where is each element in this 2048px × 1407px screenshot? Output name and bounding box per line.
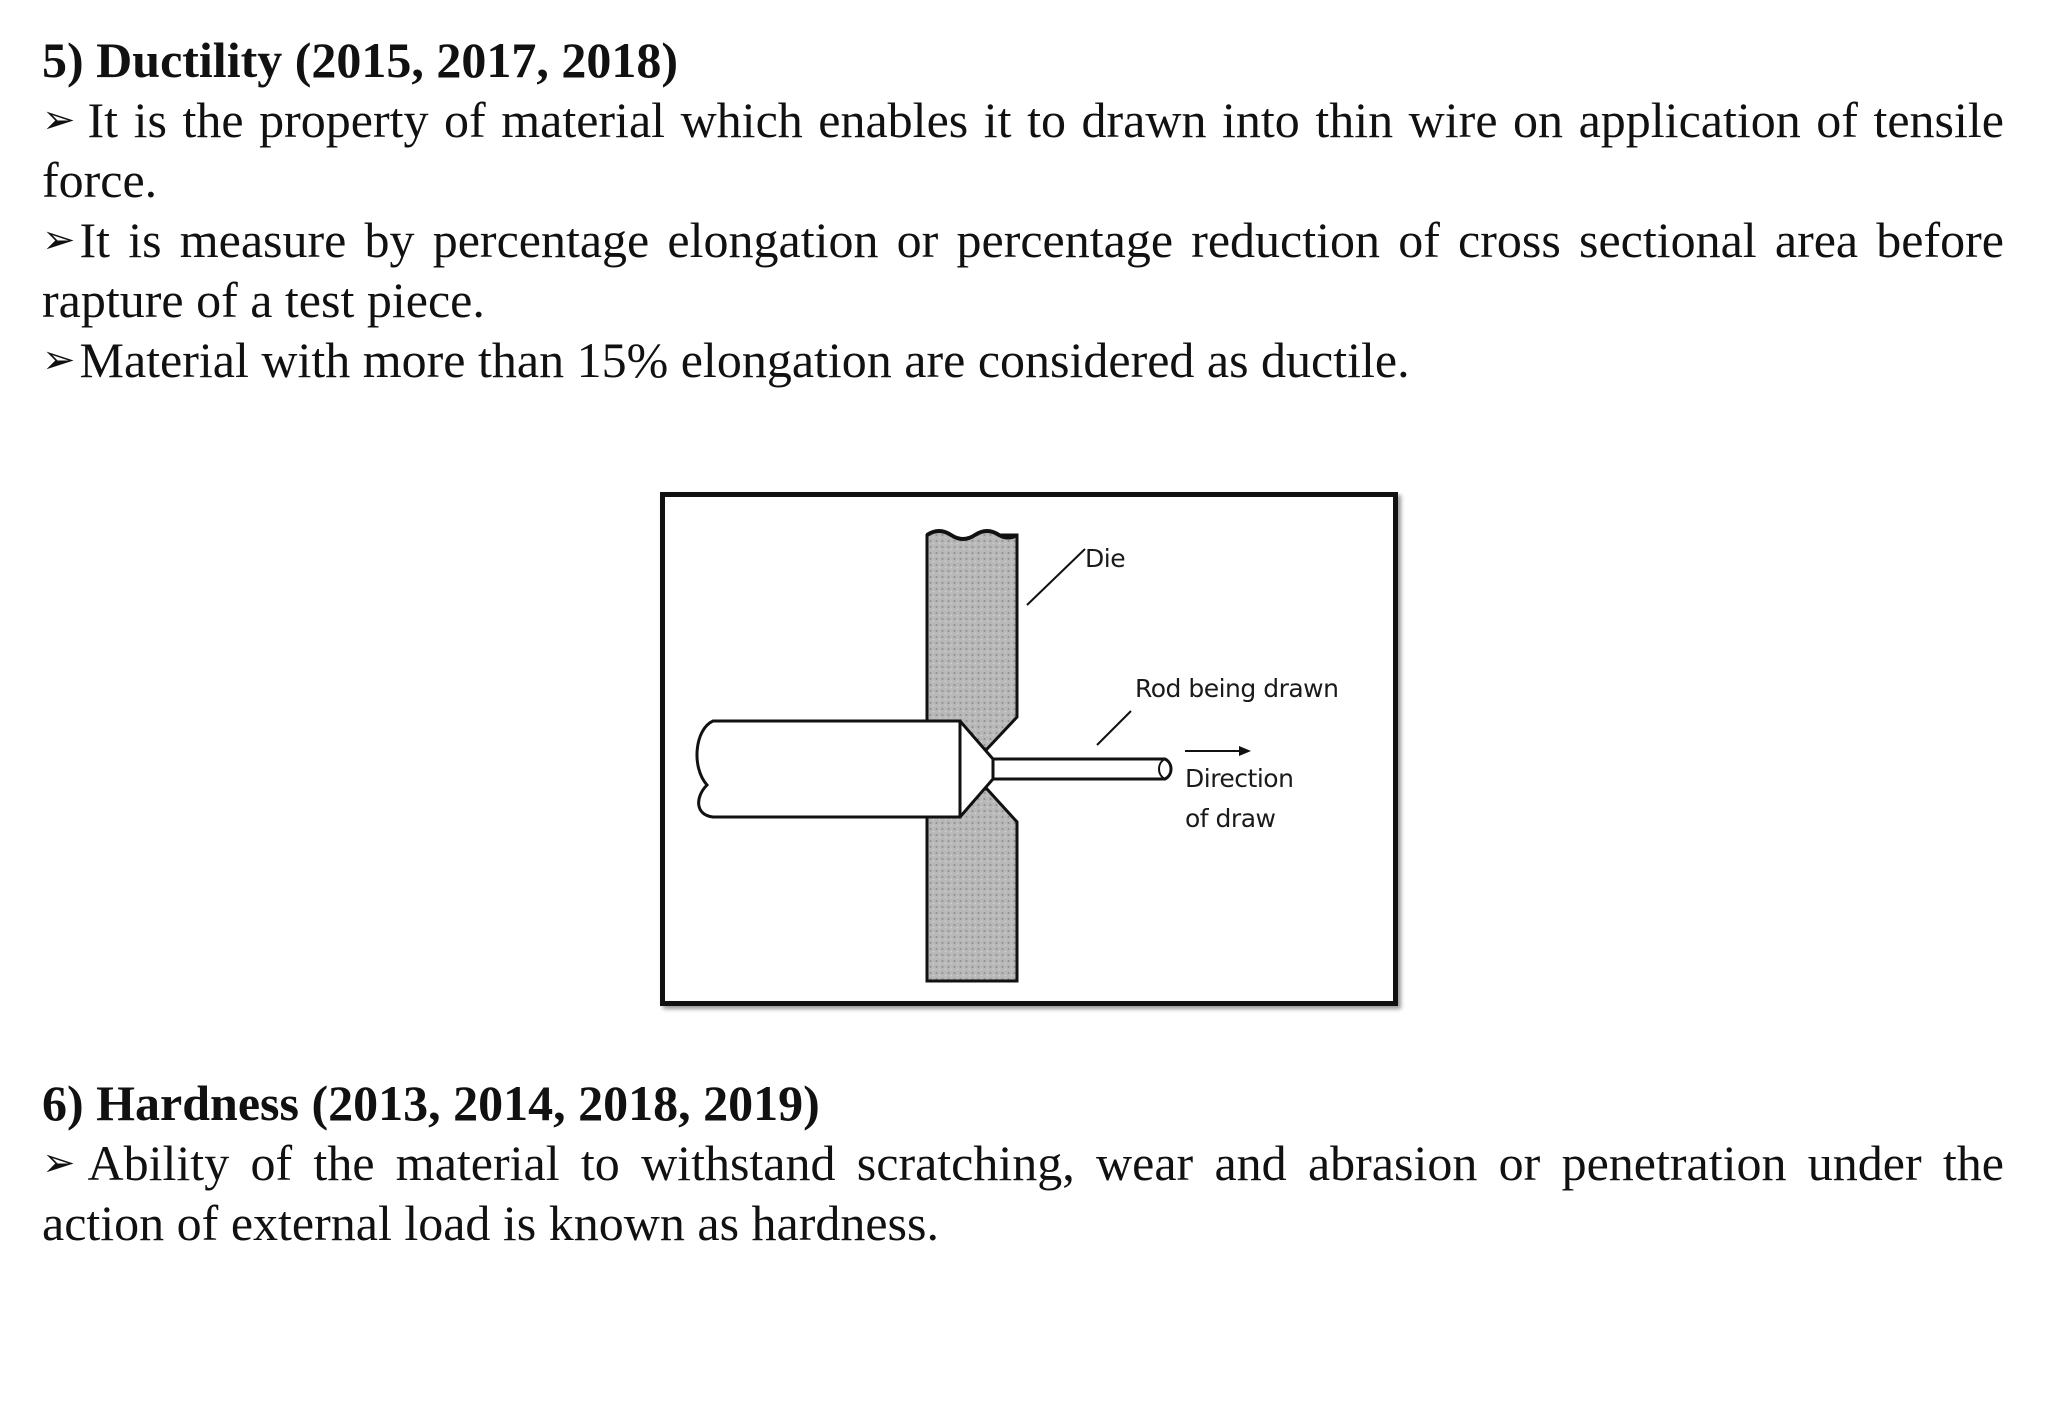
arrowhead-bullet-icon: ➢ — [42, 97, 76, 143]
die-leader-line — [1027, 549, 1085, 605]
ductility-bullet-1 — [42, 90, 2004, 210]
die-label: Die — [1085, 544, 1126, 573]
die-upper-block — [927, 531, 1017, 749]
direction-label-line1: Direction — [1185, 764, 1294, 793]
rod-label: Rod being drawn — [1135, 674, 1339, 703]
arrowhead-bullet-icon: ➢ — [42, 1140, 76, 1186]
arrowhead-bullet-icon: ➢ — [42, 337, 76, 383]
wire-drawing-diagram — [665, 497, 1393, 1001]
hardness-heading: 6) Hardness (2013, 2014, 2018, 2019) — [42, 1075, 820, 1131]
hardness-section — [42, 1073, 2004, 1253]
rod-leader-line — [1097, 711, 1131, 745]
ductility-bullet-3-text: Material with more than 15% elongation are considered as ductile. — [79, 332, 1410, 388]
arrowhead-bullet-icon: ➢ — [42, 217, 76, 263]
hardness-bullet-1-text: Ability of the material to withstand scratching, wear and abrasion or penetration under the action of external load is known as hardness. — [42, 1135, 2004, 1251]
ductility-section — [42, 30, 2004, 390]
ductility-bullet-1-text: It is the property of material which enables it to drawn into thin wire on application of tensile force. — [42, 92, 2004, 208]
drawn-rod — [993, 759, 1171, 779]
ductility-bullet-2 — [42, 210, 2004, 330]
ductility-bullet-3 — [42, 330, 2004, 390]
direction-label-line2: of draw — [1185, 804, 1276, 833]
wire-drawing-figure — [660, 492, 1398, 1006]
thick-rod — [697, 721, 960, 817]
ductility-bullet-2-text: It is measure by percentage elongation or percentage reduction of cross sectional area before rapture of a test piece. — [42, 212, 2004, 328]
hardness-bullet-1 — [42, 1133, 2004, 1253]
ductility-heading: 5) Ductility (2015, 2017, 2018) — [42, 32, 679, 88]
direction-arrowhead — [1239, 746, 1251, 756]
